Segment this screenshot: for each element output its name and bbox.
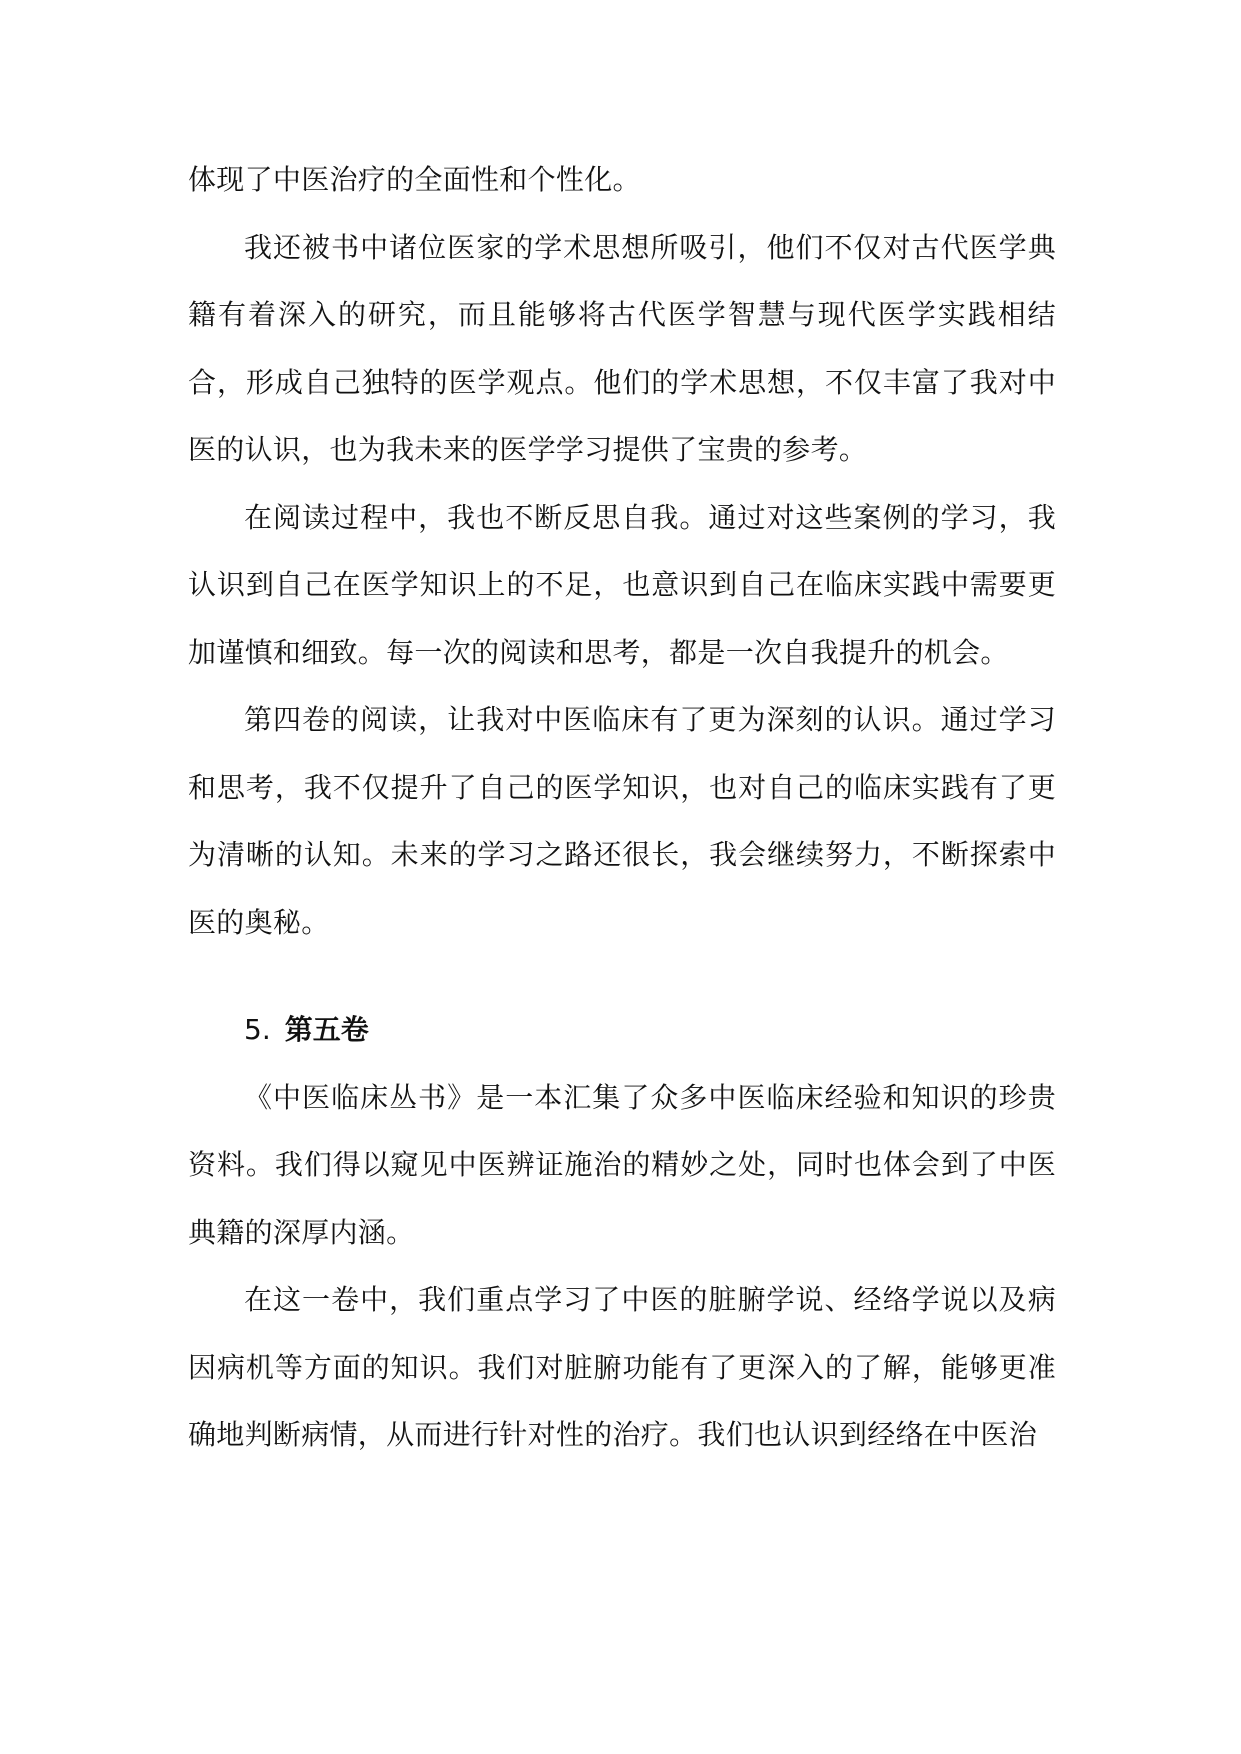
paragraph: 第四卷的阅读，让我对中医临床有了更为深刻的认识。通过学习和思考，我不仅提升了自己的医学知识，也对自己的临床实践有了更为清晰的认知。未来的学习之路还很长，我会继续努力，不断探索中医的奥秘。: [188, 703, 1056, 939]
paragraph: 在这一卷中，我们重点学习了中医的脏腑学说、经络学说以及病因病机等方面的知识。我们对脏腑功能有了更深入的了解，能够更准确地判断病情，从而进行针对性的治疗。我们也认识到经络在中医治: [188, 1283, 1056, 1451]
paragraph-continuation: 体现了中医治疗的全面性和个性化。: [188, 163, 641, 196]
section-number: 5.: [244, 1013, 271, 1046]
section-title: 第五卷: [284, 1013, 369, 1046]
paragraph: 《中医临床丛书》是一本汇集了众多中医临床经验和知识的珍贵资料。我们得以窥见中医辨证施治的精妙之处，同时也体会到了中医典籍的深厚内涵。: [188, 1080, 1056, 1249]
paragraph: 在阅读过程中，我也不断反思自我。通过对这些案例的学习，我认识到自己在医学知识上的不足，也意识到自己在临床实践中需要更加谨慎和细致。每一次的阅读和思考，都是一次自我提升的机会。: [188, 500, 1056, 669]
section-heading: [188, 996, 1056, 1064]
paragraph: 我还被书中诸位医家的学术思想所吸引，他们不仅对古代医学典籍有着深入的研究，而且能够将古代医学智慧与现代医学实践相结合，形成自己独特的医学观点。他们的学术思想，不仅丰富了我对中医的认识，也为我未来的医学学习提供了宝贵的参考。: [188, 230, 1056, 466]
document-body: [188, 146, 1056, 1469]
